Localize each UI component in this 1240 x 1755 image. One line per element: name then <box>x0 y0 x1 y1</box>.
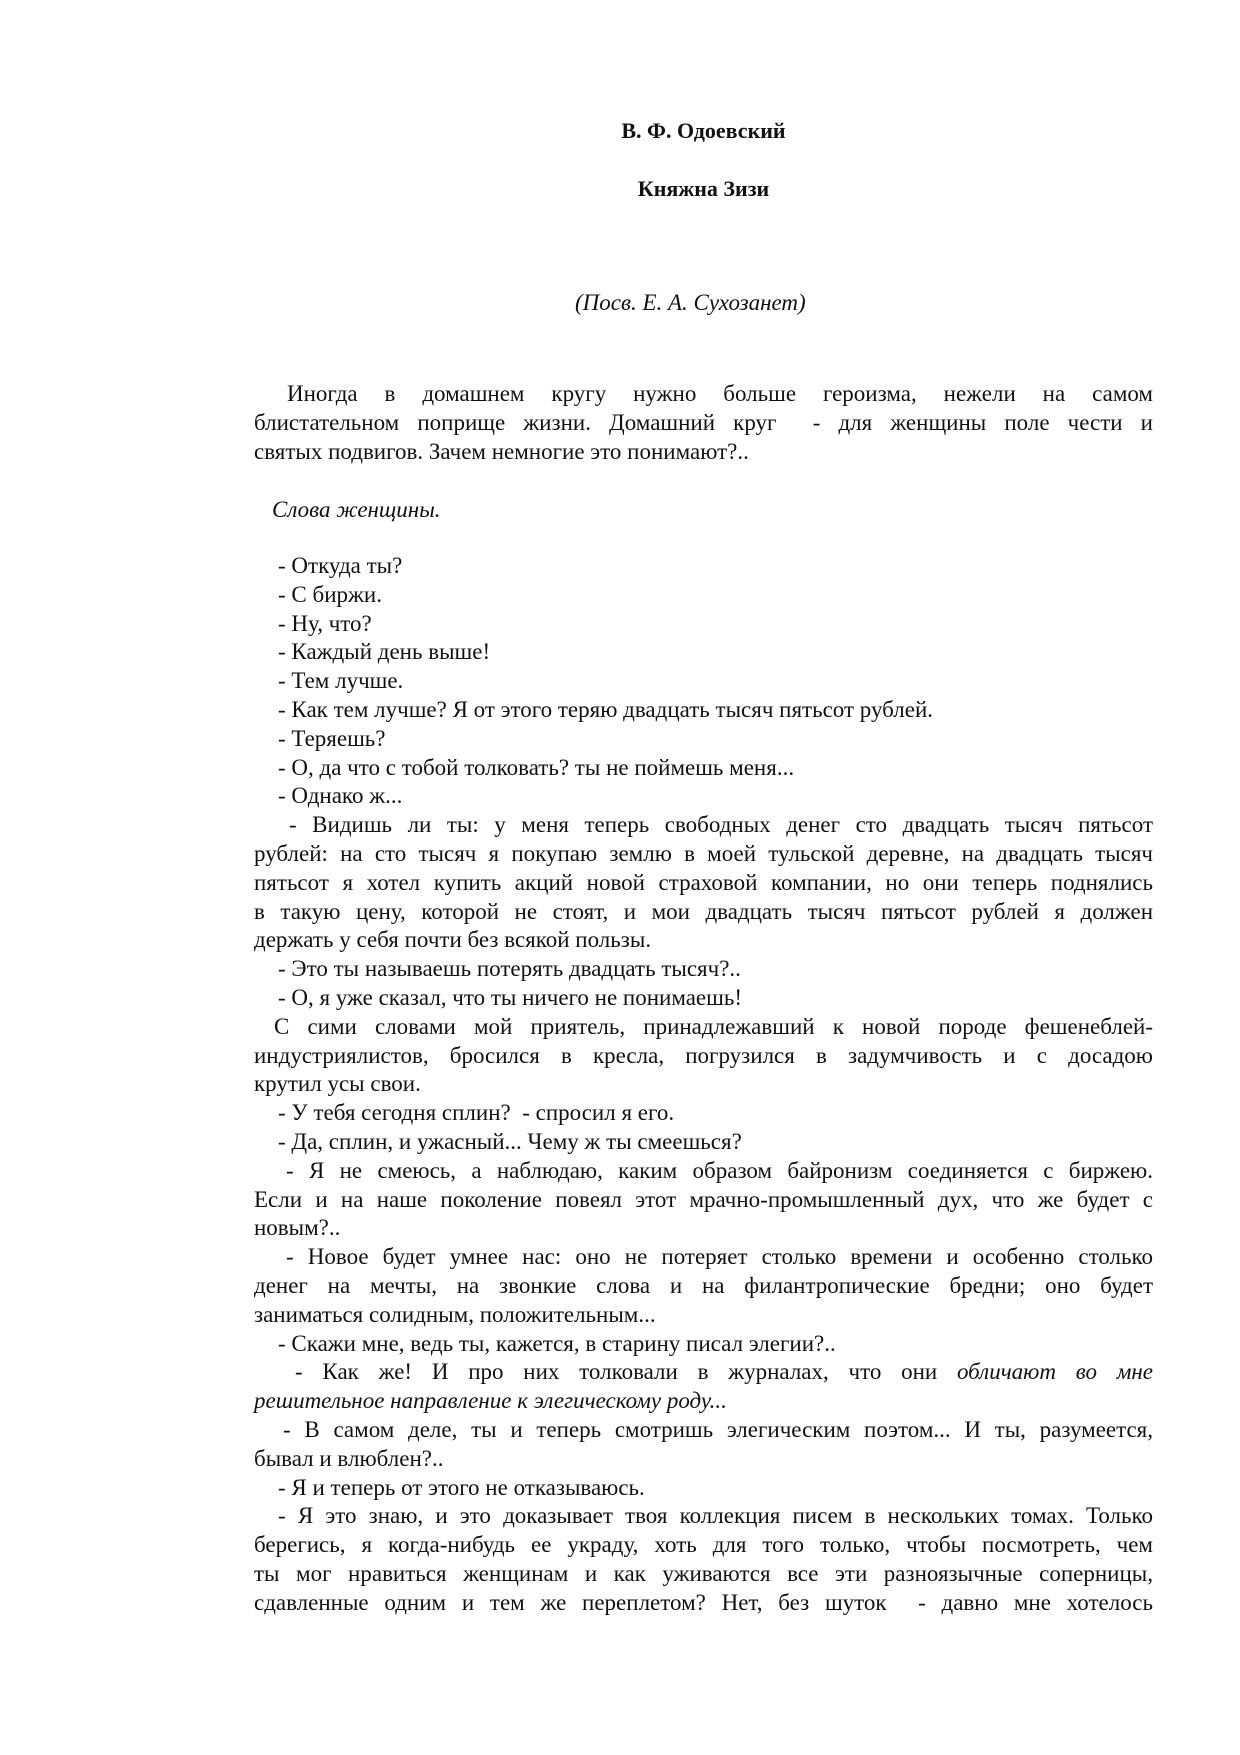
text-line <box>254 1358 1153 1387</box>
line-text: блистательном поприще жизни. Домашний круг - для женщины поле чести и <box>254 409 1153 435</box>
text-line <box>254 1474 1153 1503</box>
text-line <box>254 638 1153 667</box>
text-line <box>254 840 1153 869</box>
dedication: (Посв. Е. А. Сухозанет) <box>575 290 806 315</box>
line-text: денег на мечты, на звонкие слова и на филантропические бредни; оно будет <box>254 1272 1153 1298</box>
text-line <box>254 1186 1153 1215</box>
text-line <box>254 1589 1153 1618</box>
text-line <box>254 552 1153 581</box>
line-text: - Каждый день выше! <box>278 639 491 665</box>
line-text: - В самом деле, ты и теперь смотришь элегическим поэтом... И ты, разумеется, <box>283 1416 1153 1442</box>
line-text: Иногда в домашнем кругу нужно больше героизма, нежели на самом <box>287 381 1153 406</box>
text-line <box>254 1301 1153 1330</box>
text-line <box>254 581 1153 610</box>
text-line <box>254 1531 1153 1560</box>
line-text: - Как же! И про них толковали в журналах, что они <box>295 1359 957 1385</box>
line-text: - Как тем лучше? Я от этого теряю двадцать тысяч пятьсот рублей. <box>278 696 934 722</box>
dialogue-text <box>254 552 1153 1617</box>
line-text: ты мог нравиться женщинам и как уживаются все эти разноязычные соперницы, <box>254 1560 1153 1586</box>
text-line <box>254 1070 1153 1099</box>
line-text: - Тем лучше. <box>278 668 404 694</box>
line-text: - Ну, что? <box>278 610 372 636</box>
text-line <box>254 1502 1153 1531</box>
text-line <box>254 438 1153 467</box>
line-text: рублей: на сто тысяч я покупаю землю в моей тульской деревне, на двадцать тысяч <box>254 840 1153 866</box>
line-text: С сими словами мой приятель, принадлежавший к новой породе фешенеблей- <box>274 1013 1153 1039</box>
text-line <box>254 955 1153 984</box>
text-line <box>254 1272 1153 1301</box>
text-line <box>254 1128 1153 1157</box>
author-name: В. Ф. Одоевский <box>621 118 786 143</box>
line-text: - О, да что с тобой толковать? ты не поймешь меня... <box>278 754 795 780</box>
text-line <box>254 610 1153 639</box>
line-text: - Откуда ты? <box>278 553 403 578</box>
line-text: берегись, я когда-нибудь ее украду, хоть для того только, чтобы посмотреть, чем <box>254 1532 1153 1558</box>
text-line <box>254 1387 1153 1416</box>
line-text: - Однако ж... <box>278 783 403 809</box>
line-text: пятьсот я хотел купить акций новой страховой компании, но они теперь поднялись <box>254 869 1153 895</box>
line-text: - Да, сплин, и ужасный... Чему ж ты смеешься? <box>278 1128 742 1154</box>
text-line <box>254 1214 1153 1243</box>
line-text: святых подвигов. Зачем немногие это понимают?.. <box>254 438 749 464</box>
line-text: сдавленные одним и тем же переплетом? Нет, без шуток - давно мне хотелось <box>254 1589 1153 1615</box>
text-line <box>254 984 1153 1013</box>
line-text: заниматься солидным, положительным... <box>254 1301 656 1327</box>
text-line <box>254 926 1153 955</box>
text-line <box>254 782 1153 811</box>
line-text: - У тебя сегодня сплин? - спросил я его. <box>278 1100 675 1126</box>
line-text: в такую цену, которой не стоят, и мои двадцать тысяч пятьсот рублей я должен <box>254 898 1153 924</box>
text-line <box>254 1330 1153 1359</box>
text-line <box>254 898 1153 927</box>
line-text: - О, я уже сказал, что ты ничего не понимаешь! <box>278 984 742 1010</box>
text-line <box>254 1099 1153 1128</box>
text-line <box>254 811 1153 840</box>
line-text: - Я не смеюсь, а наблюдаю, каким образом байронизм соединяется с биржею. <box>286 1157 1153 1183</box>
line-text: - Теряешь? <box>278 725 386 751</box>
epigraph: Слова женщины. <box>272 497 441 522</box>
line-text: - С биржи. <box>278 581 382 607</box>
line-text: новым?.. <box>254 1215 341 1241</box>
italic-text: решительное направление к элегическому роду... <box>254 1388 727 1414</box>
line-text: индустриялистов, бросился в кресла, погрузился в задумчивость и с досадою <box>254 1042 1153 1068</box>
intro-paragraph <box>254 380 1153 466</box>
line-text: крутил усы свои. <box>254 1071 421 1097</box>
text-line <box>254 754 1153 783</box>
text-line <box>254 380 1153 409</box>
text-line <box>254 409 1153 438</box>
line-text: - Это ты называешь потерять двадцать тысяч?.. <box>278 956 741 982</box>
work-title: Княжна Зизи <box>637 176 770 201</box>
text-line <box>254 696 1153 725</box>
text-line <box>254 869 1153 898</box>
text-line <box>254 1243 1153 1272</box>
line-text: Если и на наше поколение повеял этот мрачно-промышленный дух, что же будет с <box>254 1186 1153 1212</box>
line-text: - Я и теперь от этого не отказываюсь. <box>278 1474 645 1500</box>
text-line <box>254 1445 1153 1474</box>
text-line <box>254 725 1153 754</box>
line-text: - Видишь ли ты: у меня теперь свободных денег сто двадцать тысяч пятьсот <box>289 812 1153 838</box>
line-text: бывал и влюблен?.. <box>254 1445 444 1471</box>
text-line <box>254 1416 1153 1445</box>
text-line <box>254 667 1153 696</box>
line-text: - Новое будет умнее нас: оно не потеряет столько времени и особенно столько <box>286 1244 1153 1270</box>
line-text: - Скажи мне, ведь ты, кажется, в старину писал элегии?.. <box>278 1330 836 1356</box>
line-text: - Я это знаю, и это доказывает твоя коллекция писем в нескольких томах. Только <box>278 1503 1153 1529</box>
text-line <box>254 1013 1153 1042</box>
text-line <box>254 1560 1153 1589</box>
line-text: держать у себя почти без всякой пользы. <box>254 927 652 953</box>
italic-text: обличают во мне <box>956 1359 1154 1385</box>
text-line <box>254 1157 1153 1186</box>
text-line <box>254 1042 1153 1071</box>
